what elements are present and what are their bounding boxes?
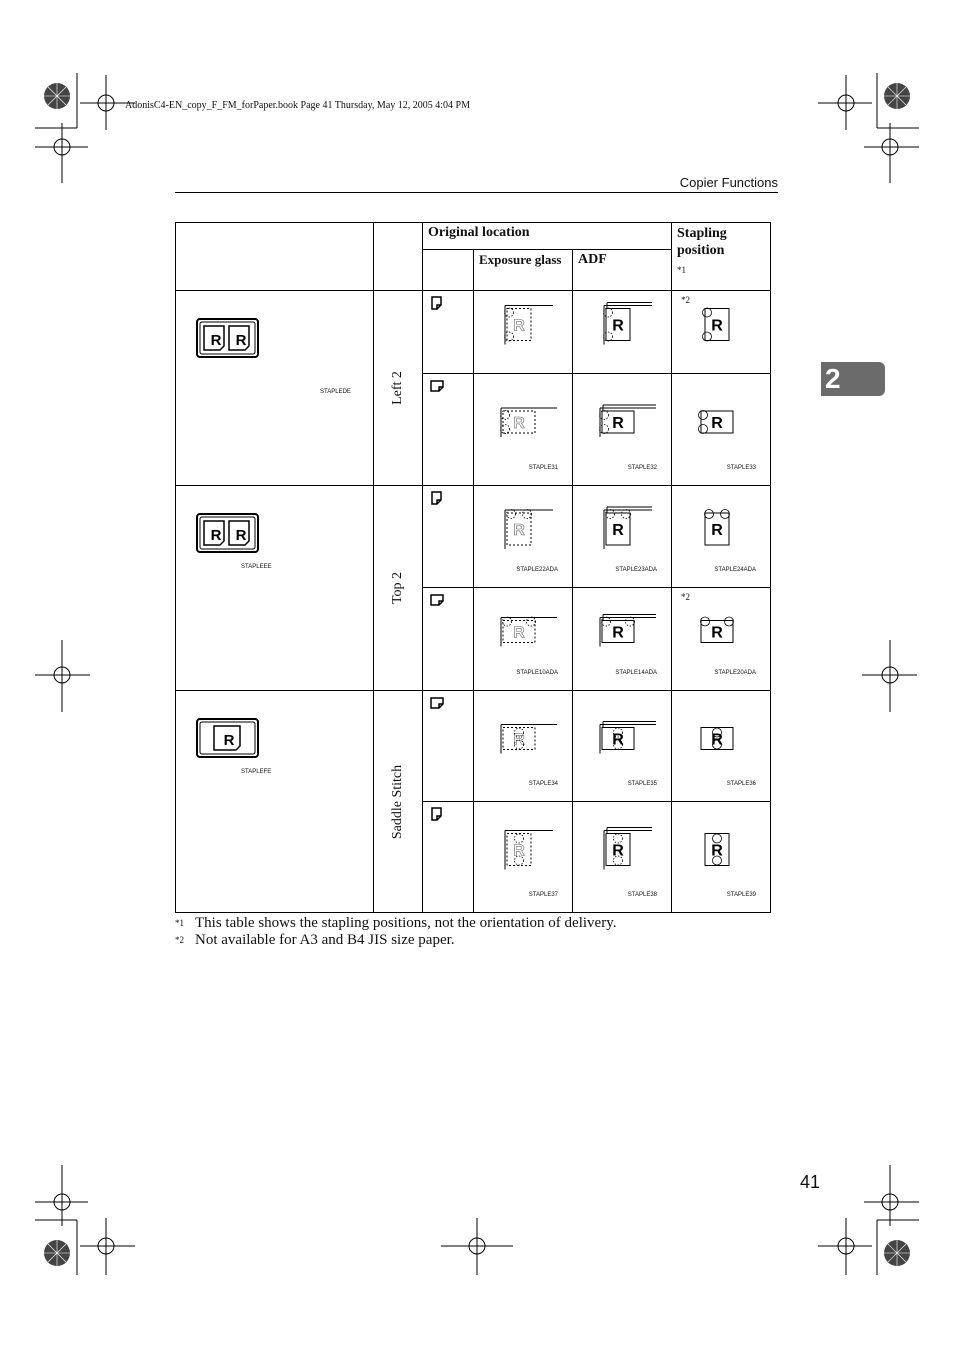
adf-cell bbox=[573, 691, 672, 802]
diagram-code: STAPLE31 bbox=[528, 465, 558, 471]
diagram-code: STAPLE20ADA bbox=[714, 670, 756, 676]
footnote-2 bbox=[175, 932, 616, 949]
svg-text:R: R bbox=[513, 415, 525, 432]
staple-diagram bbox=[672, 374, 771, 486]
staple-diagram bbox=[573, 374, 672, 486]
diagram-code: STAPLE38 bbox=[627, 892, 657, 898]
header-blank-2 bbox=[374, 223, 423, 291]
svg-text:R: R bbox=[513, 731, 525, 749]
landscape-paper-icon bbox=[430, 696, 444, 710]
portrait-paper-icon bbox=[430, 807, 444, 821]
svg-text:R: R bbox=[612, 842, 624, 860]
staple-diagram bbox=[672, 802, 771, 913]
svg-text:R: R bbox=[711, 317, 723, 335]
landscape-paper-icon bbox=[430, 593, 444, 607]
chapter-tab: 2 bbox=[821, 362, 885, 396]
diagram-code: STAPLE39 bbox=[726, 892, 756, 898]
header-adf: ADF bbox=[573, 250, 672, 291]
staple-diagram bbox=[474, 374, 573, 486]
stapling-position-cell bbox=[672, 691, 771, 802]
availability-note: *2 bbox=[681, 592, 690, 602]
staple-diagram bbox=[474, 691, 573, 802]
svg-text:R: R bbox=[513, 624, 525, 642]
diagram-code: STAPLE10ADA bbox=[516, 670, 558, 676]
svg-text:R: R bbox=[612, 731, 624, 749]
svg-text:R: R bbox=[210, 332, 222, 349]
svg-text:R: R bbox=[612, 522, 624, 539]
header-rule bbox=[175, 192, 778, 193]
svg-text:R: R bbox=[235, 527, 247, 544]
header-orientation-blank bbox=[423, 250, 474, 291]
exposure-glass-cell bbox=[474, 374, 573, 486]
svg-text:R: R bbox=[235, 332, 247, 349]
landscape-paper-icon bbox=[430, 379, 444, 393]
adf-cell bbox=[573, 588, 672, 691]
table-row bbox=[176, 291, 771, 374]
staple-diagram bbox=[672, 691, 771, 802]
header-blank bbox=[176, 223, 374, 291]
diagram-code: STAPLE22ADA bbox=[516, 567, 558, 573]
staple-type-cell bbox=[374, 486, 423, 691]
staple-diagram bbox=[474, 802, 573, 913]
page-number: 41 bbox=[800, 1172, 821, 1192]
exposure-glass-cell bbox=[474, 802, 573, 913]
staple-mode-cell bbox=[176, 691, 374, 913]
footnote-text: This table shows the stapling positions, not the orientation of delivery. bbox=[195, 915, 617, 931]
stapling-position-cell bbox=[672, 374, 771, 486]
svg-text:R: R bbox=[711, 842, 723, 860]
staple-type-label: Top 2 bbox=[390, 571, 405, 605]
staple-mode-key-icon bbox=[196, 513, 260, 555]
staple-diagram bbox=[573, 691, 672, 802]
svg-text:R: R bbox=[223, 732, 235, 749]
table-row bbox=[176, 691, 771, 802]
mode-icon-code: STAPLEDE bbox=[320, 389, 351, 395]
footnote-text: Not available for A3 and B4 JIS size paper. bbox=[195, 932, 455, 948]
header-original-location: Original location bbox=[423, 223, 672, 250]
orientation-cell bbox=[423, 588, 474, 691]
diagram-code: STAPLE24ADA bbox=[714, 567, 756, 573]
stapling-position-cell bbox=[672, 291, 771, 374]
exposure-glass-cell bbox=[474, 691, 573, 802]
svg-text:R: R bbox=[711, 624, 723, 642]
svg-text:R: R bbox=[711, 415, 723, 432]
svg-text:R: R bbox=[711, 731, 723, 749]
staple-diagram bbox=[474, 291, 573, 374]
orientation-cell bbox=[423, 486, 474, 588]
svg-text:R: R bbox=[711, 522, 723, 539]
orientation-cell bbox=[423, 802, 474, 913]
header-exposure-glass: Exposure glass bbox=[474, 250, 573, 291]
availability-note: *2 bbox=[681, 295, 690, 305]
stapling-position-cell bbox=[672, 486, 771, 588]
staple-mode-key-icon bbox=[196, 718, 260, 760]
exposure-glass-cell bbox=[474, 588, 573, 691]
footnote-1 bbox=[175, 915, 616, 932]
diagram-code: STAPLE35 bbox=[627, 781, 657, 787]
adf-cell bbox=[573, 802, 672, 913]
diagram-code: STAPLE34 bbox=[528, 781, 558, 787]
adf-cell bbox=[573, 374, 672, 486]
table-row bbox=[176, 486, 771, 588]
staple-mode-cell bbox=[176, 486, 374, 691]
svg-text:R: R bbox=[612, 415, 624, 432]
exposure-glass-cell bbox=[474, 486, 573, 588]
svg-text:R: R bbox=[612, 317, 624, 335]
diagram-code: STAPLE23ADA bbox=[615, 567, 657, 573]
orientation-cell bbox=[423, 691, 474, 802]
portrait-paper-icon bbox=[430, 491, 444, 505]
staple-diagram bbox=[573, 291, 672, 374]
staple-type-label: Left 2 bbox=[390, 371, 405, 405]
adf-cell bbox=[573, 291, 672, 374]
mode-icon-code: STAPLEEE bbox=[241, 564, 272, 570]
diagram-code: STAPLE36 bbox=[726, 781, 756, 787]
svg-text:R: R bbox=[210, 527, 222, 544]
stapling-position-cell bbox=[672, 802, 771, 913]
staple-mode-cell bbox=[176, 291, 374, 486]
header-stapling-position bbox=[672, 223, 771, 291]
section-title: Copier Functions bbox=[679, 175, 778, 190]
footnote-mark: *2 bbox=[175, 935, 184, 945]
svg-text:R: R bbox=[513, 842, 525, 860]
exposure-glass-cell bbox=[474, 291, 573, 374]
staple-diagram bbox=[573, 802, 672, 913]
staple-mode-key-icon bbox=[196, 318, 260, 360]
page-info: AdonisC4-EN_copy_F_FM_forPaper.book Page 41 Thursday, May 12, 2005 4:04 PM bbox=[125, 100, 470, 111]
stapling-position-cell bbox=[672, 588, 771, 691]
portrait-paper-icon bbox=[430, 296, 444, 310]
diagram-code: STAPLE14ADA bbox=[615, 670, 657, 676]
diagram-code: STAPLE32 bbox=[627, 465, 657, 471]
diagram-code: STAPLE37 bbox=[528, 892, 558, 898]
mode-icon-code: STAPLEFE bbox=[241, 769, 272, 775]
svg-text:R: R bbox=[513, 522, 525, 539]
stapling-position-label: Stapling position bbox=[677, 226, 727, 258]
diagram-code: STAPLE33 bbox=[726, 465, 756, 471]
staple-type-label: Saddle Stitch bbox=[390, 764, 405, 839]
staple-type-cell bbox=[374, 691, 423, 913]
orientation-cell bbox=[423, 374, 474, 486]
staple-type-cell bbox=[374, 291, 423, 486]
svg-text:R: R bbox=[513, 317, 525, 335]
stapling-table bbox=[175, 222, 771, 913]
orientation-cell bbox=[423, 291, 474, 374]
svg-text:R: R bbox=[612, 624, 624, 642]
footnotes bbox=[175, 915, 616, 949]
adf-cell bbox=[573, 486, 672, 588]
stapling-position-note: *1 bbox=[677, 265, 686, 275]
footnote-mark: *1 bbox=[175, 918, 184, 928]
